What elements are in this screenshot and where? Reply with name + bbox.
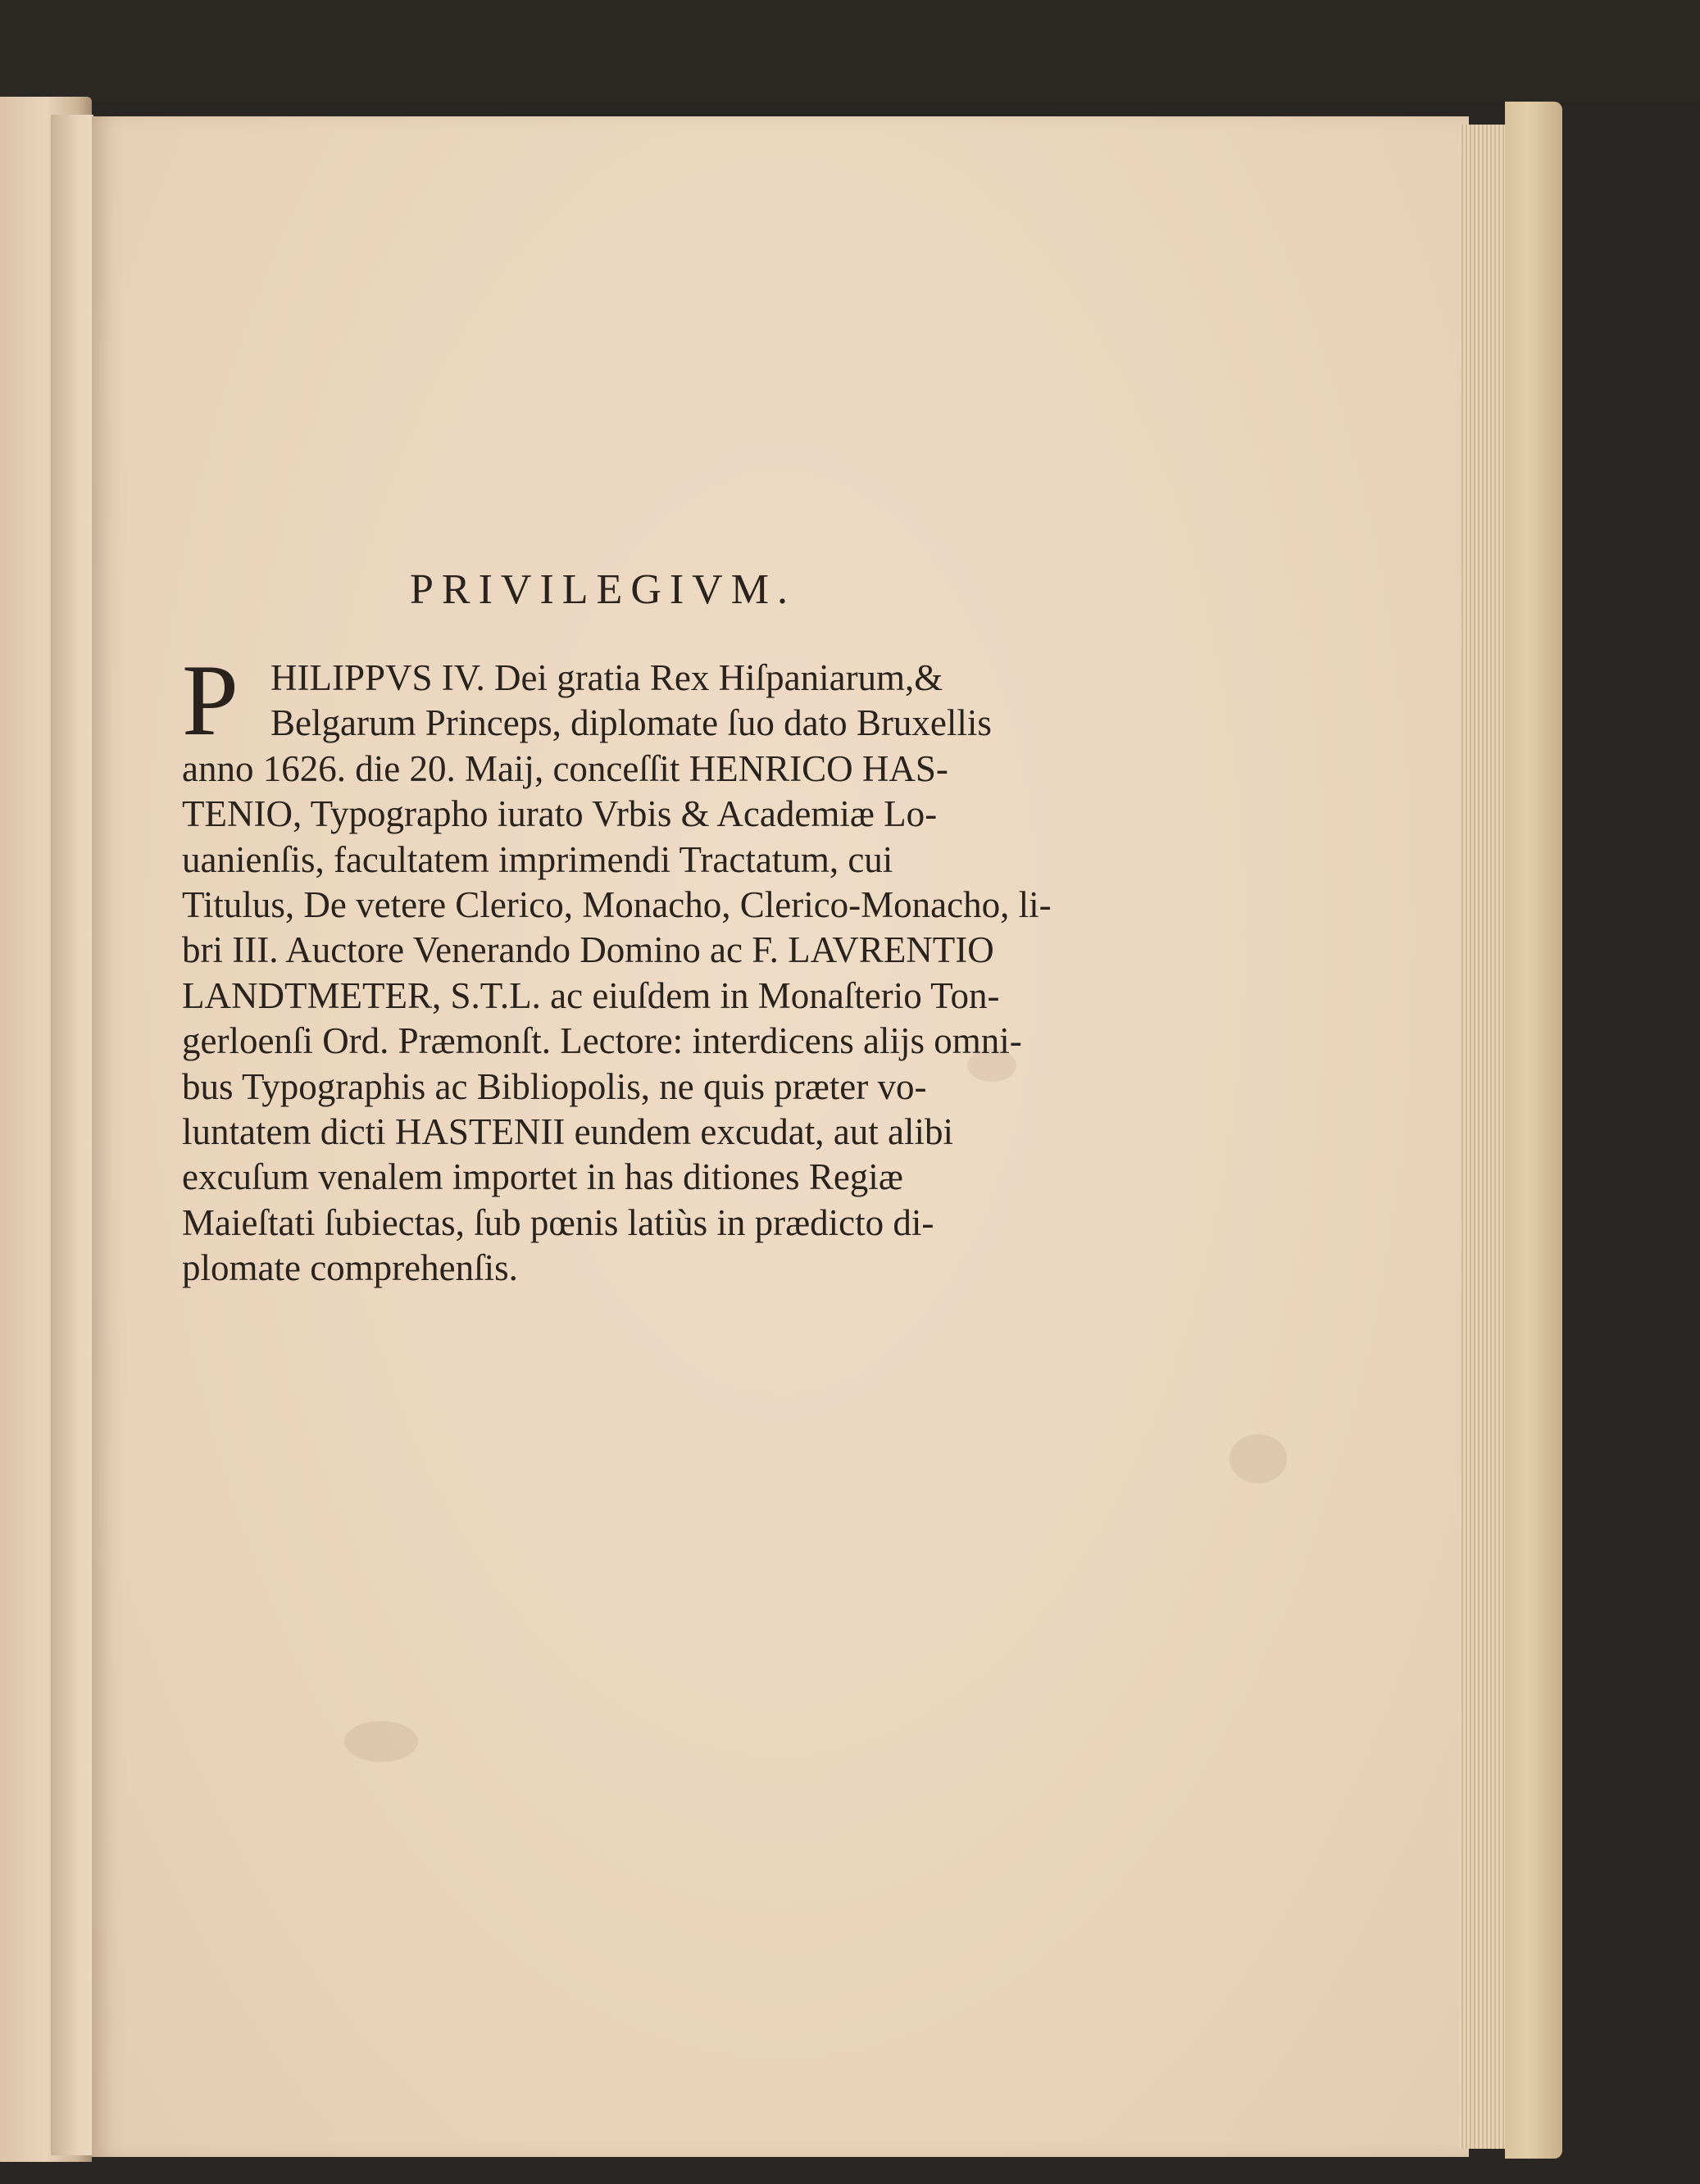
text-line: TENIO, Typographo iurato Vrbis & Academiæ Lo- xyxy=(182,793,938,835)
text-line: plomate comprehenſis. xyxy=(182,1247,518,1289)
text-line: bus Typographis ac Bibliopolis, ne quis præter vo- xyxy=(182,1065,927,1107)
text-line: Belgarum Princeps, diplomate ſuo dato Bruxellis xyxy=(270,702,992,744)
cover-board-edge xyxy=(1505,102,1562,2159)
page-edge-stack xyxy=(1459,125,1508,2149)
text-line: excuſum venalem importet in has ditiones Regiæ xyxy=(182,1156,903,1198)
left-page-gutter xyxy=(51,115,93,2155)
text-line: gerloenſi Ord. Præmonſt. Lectore: interdicens alijs omni- xyxy=(182,1020,1022,1062)
text-line: Maieſtati ſubiectas, ſub pœnis latiùs in prædicto di- xyxy=(182,1201,934,1243)
text-line: luntatem dicti HASTENII eundem excudat, aut alibi xyxy=(182,1110,953,1152)
paper-stain xyxy=(344,1721,418,1762)
text-line: LANDTMETER, S.T.L. ac eiuſdem in Monaſterio Ton- xyxy=(182,974,1000,1016)
background-dark xyxy=(0,0,1700,102)
text-line: uanienſis, facultatem imprimendi Tractatum, cui xyxy=(182,838,893,880)
text-line: HILIPPVS IV. Dei gratia Rex Hiſpaniarum,& xyxy=(270,657,943,698)
text-line: anno 1626. die 20. Maij, conceſſit HENRICO HAS- xyxy=(182,747,948,789)
privilege-text xyxy=(182,644,1125,1291)
drop-cap-initial: P xyxy=(182,644,239,756)
paper-stain xyxy=(1230,1434,1287,1483)
page-heading: PRIVILEGIVM. xyxy=(410,566,796,613)
text-line: bri III. Auctore Venerando Domino ac F. LAVRENTIO xyxy=(182,929,994,971)
text-line: Titulus, De vetere Clerico, Monacho, Clerico-Monacho, li- xyxy=(182,883,1052,925)
